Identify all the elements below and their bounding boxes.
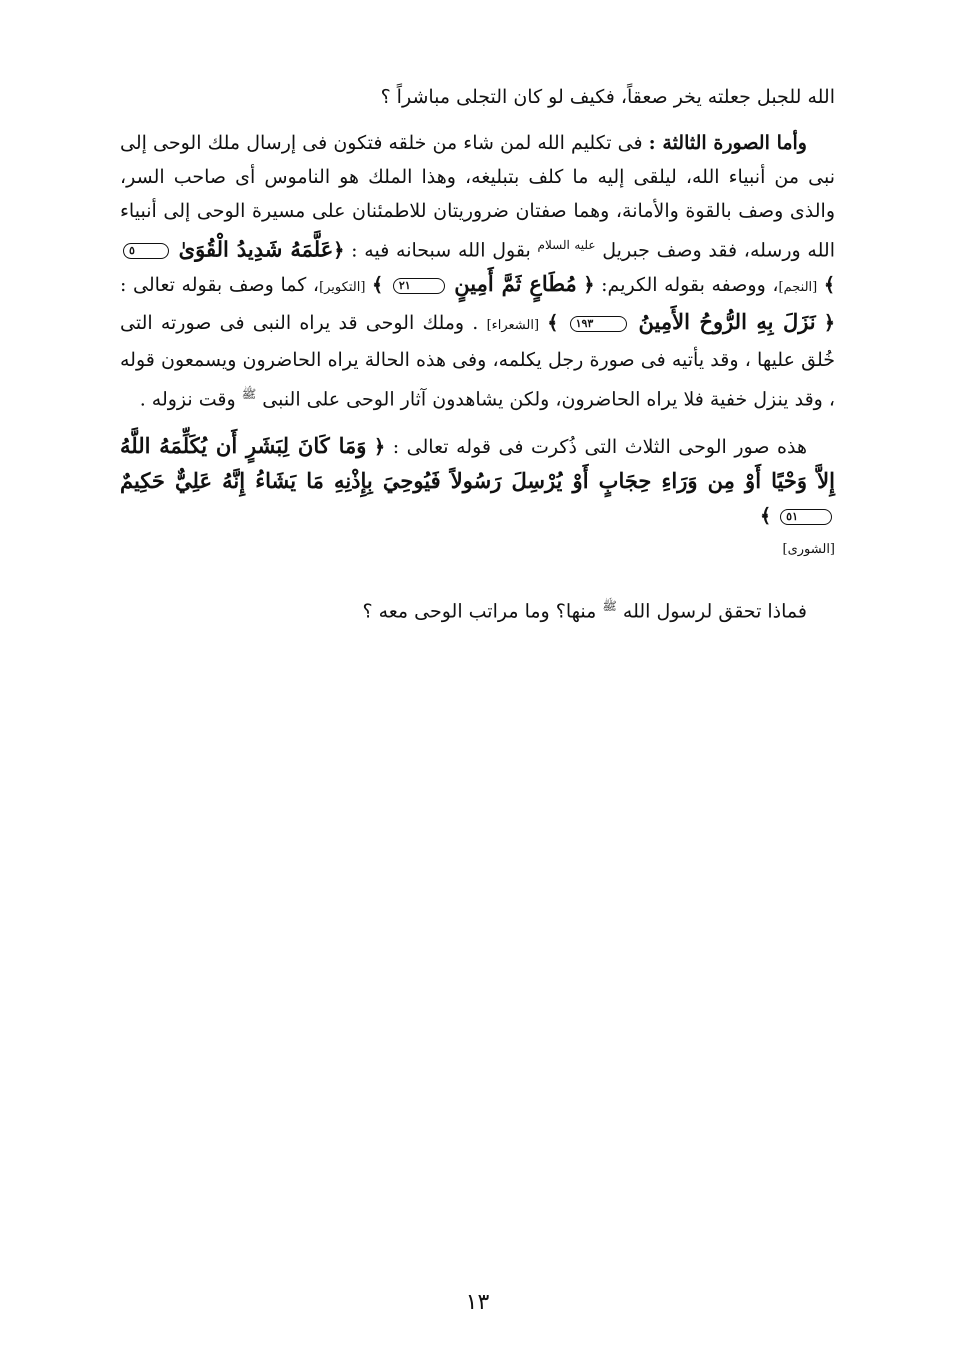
- paragraph-1: [120, 80, 835, 114]
- pbuh-mark: ﷺ: [241, 387, 257, 402]
- quran-open-bracket: ﴿: [823, 312, 835, 335]
- pbuh-mark: عليه السلام: [537, 238, 596, 252]
- page-number: ١٣: [465, 1290, 490, 1315]
- quran-quote-1: عَلَّمَهُ شَدِيدُ الْقُوَىٰ: [178, 236, 334, 262]
- surah-reference-4: [الشورى]: [782, 541, 835, 557]
- paragraph-2: [120, 126, 835, 417]
- quran-open-bracket: ﴿: [583, 274, 595, 297]
- ayah-number-4: ٥١: [780, 509, 832, 525]
- ayah-number-1: ٥: [123, 243, 169, 259]
- paragraph-4-text-a: فماذا تحقق لرسول الله: [622, 599, 807, 622]
- pbuh-mark: ﷺ: [602, 598, 617, 613]
- quran-open-bracket: ﴿: [373, 435, 386, 458]
- paragraph-2-text-a: فى تكليم الله لمن شاء من خلقه فتكون فى إرسال ملك الوحى إلى نبى من أنبياء الله، ليلقى إليه ما كلف بتبليغه، وهذا الملك هو الناموس أى صاحب السر، والذى وصف بالقوة والأمانة، وهما صفتان ضروريتان للاطمئنان على مسيرة الوحى إلى أنبياء الله ورسله، فقد وصف جبريل: [120, 132, 835, 262]
- paragraph-3: [120, 429, 835, 533]
- quran-open-bracket: ﴿: [333, 239, 345, 262]
- quran-quote-2: مُطَاعٍ ثَمَّ أَمِينٍ: [454, 271, 577, 297]
- surah-reference-4-line: [120, 539, 835, 561]
- paragraph-2-text-f: وقت نزوله .: [139, 388, 236, 411]
- quran-close-bracket: ﴾: [372, 274, 384, 297]
- paragraph-4-text-b: منها؟ وما مراتب الوحى معه ؟: [362, 599, 597, 622]
- quran-close-bracket: ﴾: [823, 274, 836, 297]
- paragraph-1-text: الله للجبل جعلته يخر صعقاً، فكيف لو كان التجلى مباشراً ؟: [380, 86, 835, 108]
- surah-reference-2: [التكوير]: [319, 280, 366, 296]
- page-content: [120, 80, 835, 640]
- quran-close-bracket: ﴾: [759, 504, 772, 527]
- surah-reference-3: [الشعراء]: [486, 318, 540, 334]
- quran-quote-3: نَزَلَ بِهِ الرُّوحُ الأَمِينُ: [638, 309, 816, 335]
- surah-reference-1: [النجم]: [778, 280, 818, 296]
- paragraph-2-lead: وأما الصورة الثالثة :: [648, 132, 807, 154]
- quran-close-bracket: ﴾: [547, 312, 559, 335]
- paragraph-2-text-c: ، ووصفه بقوله الكريم:: [601, 274, 779, 297]
- ayah-number-3: ١٩٣: [570, 316, 628, 332]
- ayah-number-2: ٢١: [393, 278, 445, 294]
- paragraph-2-text-d: ، كما وصف بقوله تعالى :: [120, 274, 320, 297]
- quran-quote-4: وَمَا كَانَ لِبَشَرٍ أَن يُكَلِّمَهُ اللَّهُ إِلاَّ وَحْيًا أَوْ مِن وَرَاءِ حِجَابٍ أَوْ يُرْسِلَ رَسُولاً فَيُوحِيَ بِإِذْنِهِ مَا يَشَاءُ إِنَّهُ عَلِيٌّ حَكِيمٌ: [120, 432, 835, 493]
- paragraph-2-text-b: بقول الله سبحانه فيه :: [351, 239, 531, 262]
- paragraph-3-text-a: هذه صور الوحى الثلاث التى ذُكرت فى قوله تعالى :: [392, 435, 807, 458]
- paragraph-2-text-e: . وملك الوحى قد يراه النبى فى صورته التى خُلق عليها ، وقد يأتيه فى صورة رجل يكلمه، وفى هذه الحالة يراه الحاضرون ويسمعون قوله ، وقد ينزل خفية فلا يراه الحاضرون، ولكن يشاهدون آثار الوحى على النبى: [120, 312, 835, 411]
- paragraph-4: [120, 589, 835, 628]
